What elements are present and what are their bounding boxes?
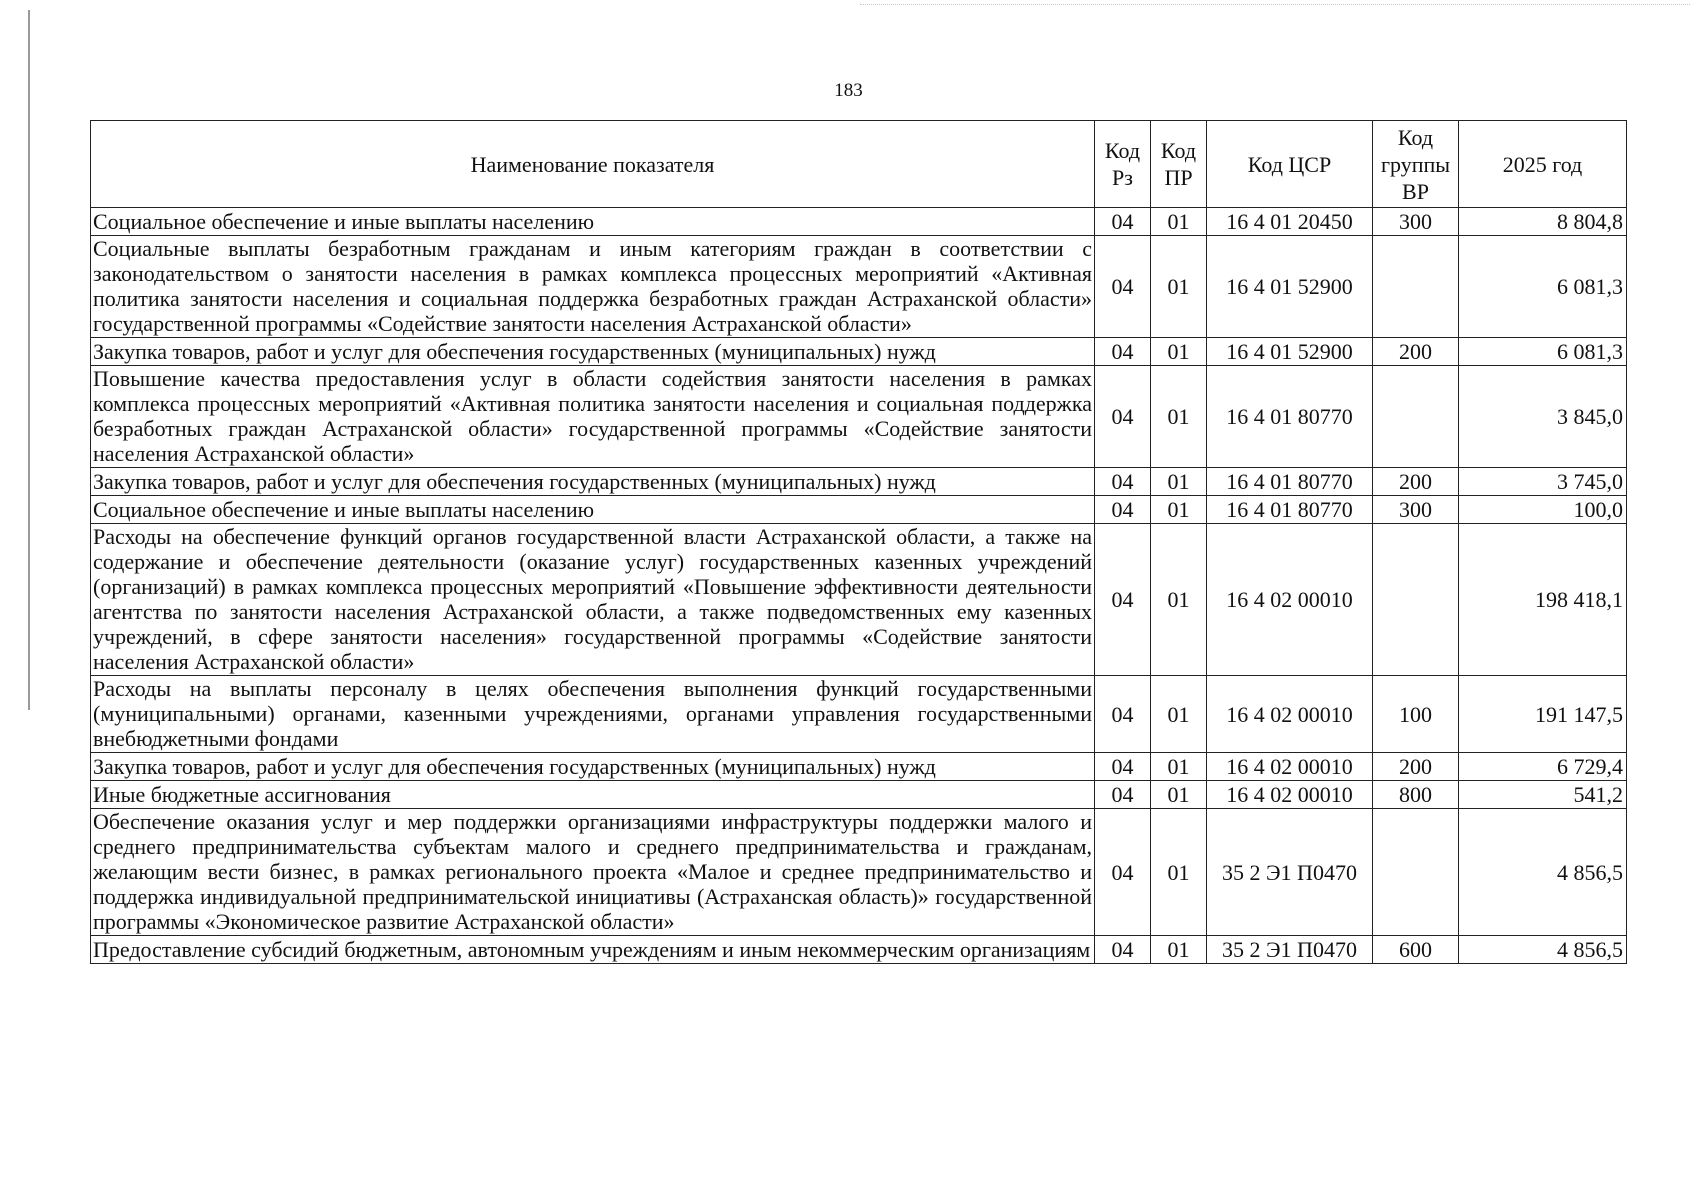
row-vr: 300 [1373,496,1459,524]
row-vr [1373,524,1459,676]
page-number: 183 [834,80,863,101]
row-vr: 200 [1373,338,1459,366]
row-rz: 04 [1095,496,1151,524]
row-rz: 04 [1095,676,1151,753]
header-year: 2025 год [1459,121,1627,208]
row-name: Обеспечение оказания услуг и мер поддержки организациями инфраструктуры поддержки малого и среднего предпринимательства субъектам малого и среднего предпринимательства и гражданам, желающим вести бизнес, в рамках регионального проекта «Малое и среднее предпринимательство и поддержка индивидуальной предпринимательской инициативы (Астраханская область)» государственной программы «Экономическое развитие Астраханской области» [91,809,1095,936]
header-csr: Код ЦСР [1207,121,1373,208]
header-pr: Код ПР [1151,121,1207,208]
row-csr: 16 4 02 00010 [1207,676,1373,753]
row-pr: 01 [1151,781,1207,809]
scan-top-dots [860,4,1690,6]
row-amount: 100,0 [1459,496,1627,524]
row-amount: 8 804,8 [1459,208,1627,236]
row-vr: 200 [1373,753,1459,781]
row-rz: 04 [1095,781,1151,809]
row-name: Расходы на обеспечение функций органов государственной власти Астраханской области, а также на содержание и обеспечение деятельности (оказание услуг) государственных казенных учреждений (организаций) в рамках комплекса процессных мероприятий «Повышение эффективности деятельности агентства по занятости населения Астраханской области, а также подведомственных ему казенных учреждений, в сфере занятости населения» государственной программы «Содействие занятости населения Астраханской области» [91,524,1095,676]
header-rz: Код Рз [1095,121,1151,208]
row-amount: 198 418,1 [1459,524,1627,676]
row-amount: 3 745,0 [1459,468,1627,496]
row-rz: 04 [1095,236,1151,338]
table-row [91,496,1627,524]
row-csr: 16 4 02 00010 [1207,781,1373,809]
row-amount: 4 856,5 [1459,809,1627,936]
row-csr: 35 2 Э1 П0470 [1207,809,1373,936]
row-amount: 6 081,3 [1459,236,1627,338]
table-header-row [91,121,1627,208]
row-vr [1373,809,1459,936]
row-name: Расходы на выплаты персоналу в целях обеспечения выполнения функций государственными (муниципальными) органами, казенными учреждениями, органами управления государственными внебюджетными фондами [91,676,1095,753]
row-pr: 01 [1151,496,1207,524]
row-rz: 04 [1095,753,1151,781]
row-pr: 01 [1151,366,1207,468]
row-csr: 16 4 01 80770 [1207,496,1373,524]
row-amount: 4 856,5 [1459,936,1627,964]
table-row [91,468,1627,496]
row-rz: 04 [1095,936,1151,964]
row-pr: 01 [1151,236,1207,338]
row-name: Закупка товаров, работ и услуг для обеспечения государственных (муниципальных) нужд [91,338,1095,366]
row-name: Иные бюджетные ассигнования [91,781,1095,809]
row-vr: 200 [1373,468,1459,496]
row-pr: 01 [1151,753,1207,781]
row-vr: 800 [1373,781,1459,809]
row-rz: 04 [1095,809,1151,936]
row-rz: 04 [1095,338,1151,366]
row-pr: 01 [1151,208,1207,236]
row-csr: 16 4 02 00010 [1207,524,1373,676]
row-pr: 01 [1151,468,1207,496]
row-csr: 16 4 01 20450 [1207,208,1373,236]
row-vr [1373,236,1459,338]
table-row [91,753,1627,781]
row-pr: 01 [1151,936,1207,964]
row-rz: 04 [1095,366,1151,468]
row-csr: 16 4 01 80770 [1207,366,1373,468]
table-row [91,366,1627,468]
table-row [91,676,1627,753]
row-csr: 16 4 01 52900 [1207,236,1373,338]
header-name: Наименование показателя [91,121,1095,208]
row-pr: 01 [1151,524,1207,676]
header-vr: Код группы ВР [1373,121,1459,208]
row-name: Закупка товаров, работ и услуг для обеспечения государственных (муниципальных) нужд [91,468,1095,496]
scan-edge-line [28,10,30,710]
table-row [91,338,1627,366]
row-pr: 01 [1151,676,1207,753]
table-row [91,524,1627,676]
row-vr [1373,366,1459,468]
row-rz: 04 [1095,468,1151,496]
row-amount: 3 845,0 [1459,366,1627,468]
budget-table [90,120,1627,964]
row-csr: 16 4 02 00010 [1207,753,1373,781]
row-vr: 100 [1373,676,1459,753]
row-name: Повышение качества предоставления услуг в области содействия занятости населения в рамках комплекса процессных мероприятий «Активная политика занятости населения и социальная поддержка безработных граждан Астраханской области» государственной программы «Содействие занятости населения Астраханской области» [91,366,1095,468]
row-name: Социальное обеспечение и иные выплаты населению [91,496,1095,524]
table-body [91,208,1627,964]
row-rz: 04 [1095,524,1151,676]
table-row [91,236,1627,338]
row-pr: 01 [1151,809,1207,936]
table-row [91,781,1627,809]
row-csr: 16 4 01 52900 [1207,338,1373,366]
row-csr: 35 2 Э1 П0470 [1207,936,1373,964]
row-rz: 04 [1095,208,1151,236]
row-pr: 01 [1151,338,1207,366]
row-name: Предоставление субсидий бюджетным, автономным учреждениям и иным некоммерческим организациям [91,936,1095,964]
row-csr: 16 4 01 80770 [1207,468,1373,496]
row-amount: 6 729,4 [1459,753,1627,781]
row-amount: 191 147,5 [1459,676,1627,753]
row-amount: 6 081,3 [1459,338,1627,366]
row-vr: 600 [1373,936,1459,964]
row-name: Социальное обеспечение и иные выплаты населению [91,208,1095,236]
table-row [91,936,1627,964]
table-row [91,208,1627,236]
row-amount: 541,2 [1459,781,1627,809]
table-row [91,809,1627,936]
row-vr: 300 [1373,208,1459,236]
row-name: Закупка товаров, работ и услуг для обеспечения государственных (муниципальных) нужд [91,753,1095,781]
row-name: Социальные выплаты безработным гражданам и иным категориям граждан в соответствии с законодательством о занятости населения в рамках комплекса процессных мероприятий «Активная политика занятости населения и социальная поддержка безработных граждан Астраханской области» государственной программы «Содействие занятости населения Астраханской области» [91,236,1095,338]
